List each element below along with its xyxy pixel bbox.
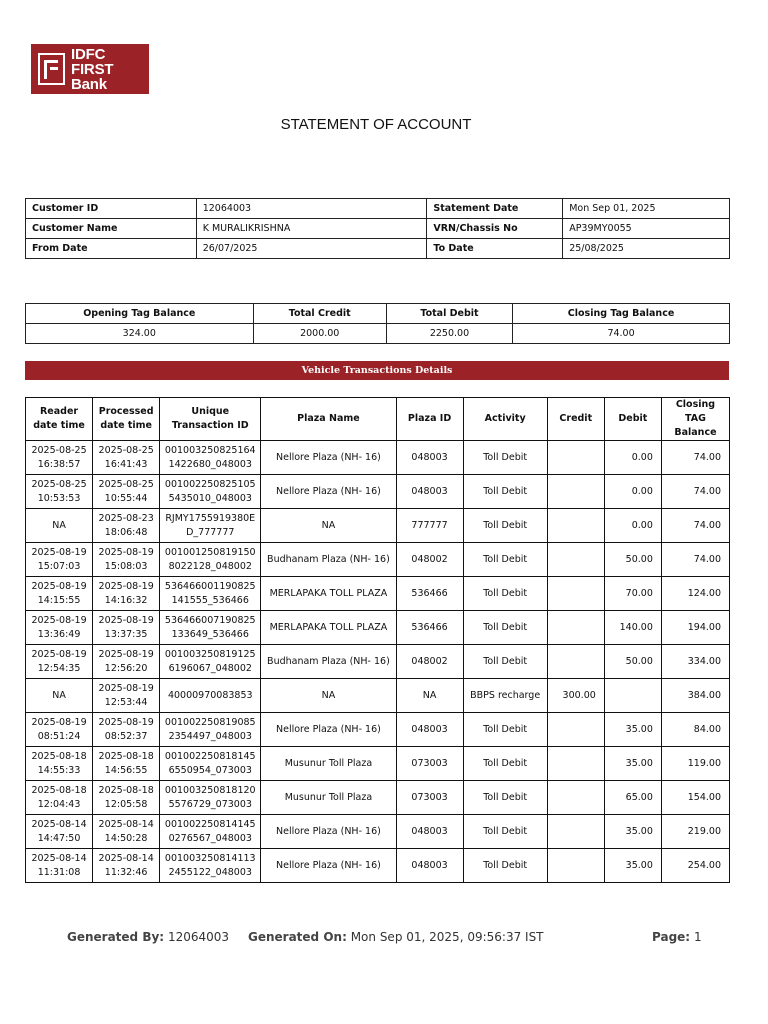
table-cell: 300.00 — [547, 679, 604, 713]
table-cell — [93, 645, 160, 679]
table-cell: 048003 — [396, 849, 463, 883]
table-cell: Musunur Toll Plaza — [261, 747, 396, 781]
table-cell — [26, 747, 93, 781]
table-cell-line: 14:47:50 — [37, 832, 81, 844]
bank-logo — [31, 44, 149, 94]
table-cell — [160, 679, 261, 713]
table-cell — [160, 645, 261, 679]
table-cell-line: 001003250825164 — [164, 444, 256, 456]
table-row — [26, 747, 730, 781]
table-cell — [93, 815, 160, 849]
table-cell — [547, 611, 604, 645]
table-cell — [26, 543, 93, 577]
table-cell-line: 2025-08-19 — [98, 648, 154, 660]
table-cell-line: 2025-08-19 — [31, 614, 87, 626]
table-cell: NA — [261, 679, 396, 713]
table-cell-line: 6550954_073003 — [168, 764, 252, 776]
table-cell — [547, 509, 604, 543]
table-cell-line: 15:08:03 — [104, 560, 148, 572]
table-row — [26, 645, 730, 679]
table-cell: 70.00 — [604, 577, 661, 611]
table-cell-line: 2025-08-14 — [98, 852, 154, 864]
table-cell-line: 001001250819150 — [164, 546, 256, 558]
table-row — [26, 611, 730, 645]
table-cell-line: 2025-08-25 — [31, 444, 87, 456]
table-cell-line: 12:53:44 — [104, 696, 148, 708]
column-header — [463, 398, 547, 441]
table-cell: Nellore Plaza (NH- 16) — [261, 713, 396, 747]
table-cell — [26, 781, 93, 815]
table-cell-line: 2025-08-18 — [98, 784, 154, 796]
table-cell-line: 6196067_048002 — [168, 662, 252, 674]
column-header-line: Credit — [559, 413, 593, 424]
table-cell — [93, 747, 160, 781]
table-cell: Toll Debit — [463, 747, 547, 781]
table-cell: 140.00 — [604, 611, 661, 645]
page-number — [652, 930, 702, 944]
info-key: Customer Name — [26, 219, 197, 239]
generated-on-label: Generated On: — [248, 930, 347, 944]
column-header-line: date time — [100, 420, 152, 431]
column-header-line: Unique — [191, 406, 230, 417]
table-cell: Nellore Plaza (NH- 16) — [261, 441, 396, 475]
table-row — [26, 713, 730, 747]
table-cell — [160, 509, 261, 543]
info-row — [26, 219, 730, 239]
table-cell: 65.00 — [604, 781, 661, 815]
table-cell: 0.00 — [604, 441, 661, 475]
table-cell: NA — [396, 679, 463, 713]
table-cell: 048002 — [396, 543, 463, 577]
table-cell-line: 2455122_048003 — [168, 866, 252, 878]
table-cell: MERLAPAKA TOLL PLAZA — [261, 611, 396, 645]
table-cell: Toll Debit — [463, 815, 547, 849]
table-cell-line: 16:41:43 — [104, 458, 148, 470]
column-header-line: Plaza ID — [407, 413, 452, 424]
table-cell — [160, 747, 261, 781]
table-cell: 536466 — [396, 611, 463, 645]
info-value: 12064003 — [196, 199, 427, 219]
info-row — [26, 199, 730, 219]
table-cell-line: 5435010_048003 — [168, 492, 252, 504]
table-cell-line: 2025-08-19 — [98, 682, 154, 694]
generated-by — [67, 930, 229, 944]
column-header-line: Activity — [484, 413, 526, 424]
table-cell — [93, 713, 160, 747]
table-cell-line: NA — [52, 519, 66, 531]
table-cell-line: 1422680_048003 — [168, 458, 252, 470]
table-cell: 50.00 — [604, 543, 661, 577]
logo-line1: IDFC FIRST — [71, 45, 114, 78]
page-value: 1 — [693, 930, 702, 944]
table-row — [26, 679, 730, 713]
table-cell — [547, 815, 604, 849]
table-cell: Toll Debit — [463, 509, 547, 543]
table-cell — [160, 781, 261, 815]
table-row — [26, 543, 730, 577]
table-cell — [547, 645, 604, 679]
info-key: Statement Date — [427, 199, 563, 219]
table-cell: BBPS recharge — [463, 679, 547, 713]
table-cell-line: 001003250818120 — [164, 784, 256, 796]
table-cell-line: 10:53:53 — [37, 492, 81, 504]
table-cell — [160, 815, 261, 849]
table-cell — [160, 713, 261, 747]
table-cell: 50.00 — [604, 645, 661, 679]
summary-value: 2250.00 — [386, 324, 512, 344]
info-key: Customer ID — [26, 199, 197, 219]
table-cell: 048003 — [396, 475, 463, 509]
table-cell — [547, 713, 604, 747]
table-cell-line: 2354497_048003 — [168, 730, 252, 742]
table-cell-line: 14:50:28 — [104, 832, 148, 844]
table-cell: 35.00 — [604, 849, 661, 883]
table-cell-line: NA — [52, 689, 66, 701]
table-cell-line: D_777777 — [186, 526, 235, 538]
table-cell — [160, 441, 261, 475]
table-cell-line: 001003250814113 — [164, 852, 256, 864]
table-cell: NA — [261, 509, 396, 543]
summary-header: Total Credit — [253, 304, 386, 324]
column-header-line: Closing TAG — [675, 399, 716, 424]
table-cell-line: 001003250819125 — [164, 648, 256, 660]
table-cell-line: 2025-08-19 — [98, 716, 154, 728]
table-cell-line: 2025-08-14 — [31, 818, 87, 830]
table-cell-line: 141555_536466 — [171, 594, 249, 606]
table-cell — [93, 577, 160, 611]
table-row — [26, 781, 730, 815]
table-cell — [93, 781, 160, 815]
table-cell — [26, 815, 93, 849]
table-cell-line: 2025-08-23 — [98, 512, 154, 524]
table-cell: Toll Debit — [463, 713, 547, 747]
table-cell: Toll Debit — [463, 849, 547, 883]
info-value: 26/07/2025 — [196, 239, 427, 259]
table-cell: 74.00 — [661, 543, 729, 577]
table-cell: 254.00 — [661, 849, 729, 883]
info-key: To Date — [427, 239, 563, 259]
table-cell: 048003 — [396, 815, 463, 849]
info-key: VRN/Chassis No — [427, 219, 563, 239]
summary-header: Closing Tag Balance — [513, 304, 730, 324]
table-cell: 073003 — [396, 747, 463, 781]
table-cell-line: 13:37:35 — [104, 628, 148, 640]
table-cell-line: 11:32:46 — [104, 866, 148, 878]
table-cell-line: 2025-08-25 — [31, 478, 87, 490]
table-cell — [26, 849, 93, 883]
table-cell-line: 08:51:24 — [37, 730, 81, 742]
table-cell — [160, 475, 261, 509]
summary-value: 74.00 — [513, 324, 730, 344]
generated-by-label: Generated By: — [67, 930, 165, 944]
table-cell: 84.00 — [661, 713, 729, 747]
table-cell — [547, 781, 604, 815]
table-cell-line: 001002250825105 — [164, 478, 256, 490]
table-cell-line: 14:55:33 — [37, 764, 81, 776]
table-cell: 154.00 — [661, 781, 729, 815]
table-cell-line: 2025-08-25 — [98, 444, 154, 456]
table-cell: 119.00 — [661, 747, 729, 781]
summary-header: Total Debit — [386, 304, 512, 324]
generated-by-value: 12064003 — [167, 930, 230, 944]
page-title: STATEMENT OF ACCOUNT — [280, 116, 472, 133]
column-header — [160, 398, 261, 441]
table-cell: 777777 — [396, 509, 463, 543]
table-cell-line: 2025-08-19 — [31, 546, 87, 558]
summary-value: 2000.00 — [253, 324, 386, 344]
table-cell: 124.00 — [661, 577, 729, 611]
page-label: Page: — [652, 930, 691, 944]
table-cell — [160, 611, 261, 645]
table-cell — [26, 611, 93, 645]
summary-value: 324.00 — [26, 324, 254, 344]
table-cell-line: 12:04:43 — [37, 798, 81, 810]
table-cell-line: 08:52:37 — [104, 730, 148, 742]
table-cell-line: 2025-08-19 — [98, 614, 154, 626]
table-cell: 334.00 — [661, 645, 729, 679]
table-cell: 073003 — [396, 781, 463, 815]
table-cell-line: 8022128_048002 — [168, 560, 252, 572]
table-cell: 74.00 — [661, 509, 729, 543]
table-cell-line: 14:15:55 — [37, 594, 81, 606]
table-cell: Toll Debit — [463, 611, 547, 645]
info-key: From Date — [26, 239, 197, 259]
table-cell: Nellore Plaza (NH- 16) — [261, 815, 396, 849]
table-cell: 35.00 — [604, 747, 661, 781]
table-cell: 219.00 — [661, 815, 729, 849]
table-cell: 536466 — [396, 577, 463, 611]
table-cell — [93, 475, 160, 509]
column-header-line: Reader — [39, 406, 79, 417]
table-cell: Nellore Plaza (NH- 16) — [261, 475, 396, 509]
table-cell: 74.00 — [661, 475, 729, 509]
balance-summary-table — [25, 303, 730, 344]
generated-on — [248, 930, 544, 944]
table-cell — [160, 543, 261, 577]
table-cell — [93, 611, 160, 645]
table-cell — [547, 747, 604, 781]
table-cell — [93, 679, 160, 713]
column-header — [661, 398, 729, 441]
column-header-line: Debit — [618, 413, 648, 424]
table-row — [26, 475, 730, 509]
table-row — [26, 849, 730, 883]
table-cell: 0.00 — [604, 509, 661, 543]
table-cell-line: 2025-08-19 — [98, 546, 154, 558]
table-cell-line: 11:31:08 — [37, 866, 81, 878]
column-header — [93, 398, 160, 441]
table-cell — [26, 441, 93, 475]
column-header — [604, 398, 661, 441]
table-cell: Toll Debit — [463, 645, 547, 679]
section-title: Vehicle Transactions Details — [25, 361, 729, 380]
table-cell-line: 2025-08-18 — [98, 750, 154, 762]
table-cell-line: 12:05:58 — [104, 798, 148, 810]
table-cell — [93, 849, 160, 883]
table-cell: 35.00 — [604, 815, 661, 849]
table-cell — [26, 509, 93, 543]
table-cell — [547, 577, 604, 611]
table-cell-line: 2025-08-19 — [98, 580, 154, 592]
info-value: K MURALIKRISHNA — [196, 219, 427, 239]
table-cell — [26, 645, 93, 679]
table-cell-line: 536466007190825 — [164, 614, 256, 626]
generated-on-value: Mon Sep 01, 2025, 09:56:37 IST — [350, 930, 544, 944]
table-cell-line: 001002250818145 — [164, 750, 256, 762]
table-cell — [160, 577, 261, 611]
table-cell-line: 5576729_073003 — [168, 798, 252, 810]
column-header-line: Transaction ID — [171, 420, 249, 431]
table-cell-line: 536466001190825 — [164, 580, 256, 592]
column-header-line: Balance — [674, 427, 717, 438]
table-cell — [547, 543, 604, 577]
table-row — [26, 815, 730, 849]
table-cell — [547, 441, 604, 475]
transactions-table — [25, 397, 730, 883]
table-cell — [160, 849, 261, 883]
table-cell: Musunur Toll Plaza — [261, 781, 396, 815]
info-value: AP39MY0055 — [563, 219, 730, 239]
table-cell: 74.00 — [661, 441, 729, 475]
table-cell-line: RJMY1755919380E — [165, 512, 256, 524]
table-cell-line: 10:55:44 — [104, 492, 148, 504]
table-cell: Toll Debit — [463, 781, 547, 815]
table-cell-line: 2025-08-19 — [31, 648, 87, 660]
column-header-line: Processed — [98, 406, 154, 417]
logo-line2: Bank — [71, 75, 107, 93]
table-cell-line: 18:06:48 — [104, 526, 148, 538]
table-cell-line: 0276567_048003 — [168, 832, 252, 844]
table-row — [26, 509, 730, 543]
table-cell-line: 001002250819085 — [164, 716, 256, 728]
table-cell: Budhanam Plaza (NH- 16) — [261, 543, 396, 577]
table-cell-line: 001002250814145 — [164, 818, 256, 830]
table-cell — [547, 475, 604, 509]
info-row — [26, 239, 730, 259]
table-cell-line: 14:56:55 — [104, 764, 148, 776]
table-cell — [26, 679, 93, 713]
table-cell — [26, 475, 93, 509]
column-header — [396, 398, 463, 441]
table-cell: 0.00 — [604, 475, 661, 509]
summary-header: Opening Tag Balance — [26, 304, 254, 324]
table-cell — [93, 543, 160, 577]
table-cell — [93, 441, 160, 475]
table-cell-line: 12:56:20 — [104, 662, 148, 674]
table-cell-line: 2025-08-19 — [31, 580, 87, 592]
table-cell-line: 2025-08-14 — [31, 852, 87, 864]
info-value: 25/08/2025 — [563, 239, 730, 259]
table-cell: 048003 — [396, 713, 463, 747]
table-cell-line: 133649_536466 — [171, 628, 249, 640]
table-cell-line: 2025-08-25 — [98, 478, 154, 490]
column-header-line: Plaza Name — [297, 413, 360, 424]
table-cell: 048003 — [396, 441, 463, 475]
table-cell: 048002 — [396, 645, 463, 679]
table-cell-line: 12:54:35 — [37, 662, 81, 674]
table-cell — [547, 849, 604, 883]
table-cell-line: 15:07:03 — [37, 560, 81, 572]
logo-mark-icon — [38, 53, 65, 85]
table-cell — [26, 713, 93, 747]
table-cell: Budhanam Plaza (NH- 16) — [261, 645, 396, 679]
table-cell: Toll Debit — [463, 577, 547, 611]
column-header — [547, 398, 604, 441]
info-value: Mon Sep 01, 2025 — [563, 199, 730, 219]
table-cell-line: 2025-08-14 — [98, 818, 154, 830]
table-cell — [26, 577, 93, 611]
table-cell-line: 2025-08-18 — [31, 784, 87, 796]
table-cell: Toll Debit — [463, 543, 547, 577]
table-cell — [604, 679, 661, 713]
column-header — [261, 398, 396, 441]
table-cell-line: 14:16:32 — [104, 594, 148, 606]
column-header-line: date time — [33, 420, 85, 431]
table-cell: MERLAPAKA TOLL PLAZA — [261, 577, 396, 611]
table-cell: 35.00 — [604, 713, 661, 747]
customer-info-table — [25, 198, 730, 259]
table-cell: 194.00 — [661, 611, 729, 645]
table-cell — [93, 509, 160, 543]
table-cell-line: 40000970083853 — [167, 689, 253, 701]
table-cell-line: 16:38:57 — [37, 458, 81, 470]
table-cell: Toll Debit — [463, 441, 547, 475]
table-cell-line: 2025-08-18 — [31, 750, 87, 762]
table-cell: Nellore Plaza (NH- 16) — [261, 849, 396, 883]
table-cell: Toll Debit — [463, 475, 547, 509]
table-row — [26, 577, 730, 611]
table-cell-line: 13:36:49 — [37, 628, 81, 640]
table-cell: 384.00 — [661, 679, 729, 713]
column-header — [26, 398, 93, 441]
table-cell-line: 2025-08-19 — [31, 716, 87, 728]
table-row — [26, 441, 730, 475]
